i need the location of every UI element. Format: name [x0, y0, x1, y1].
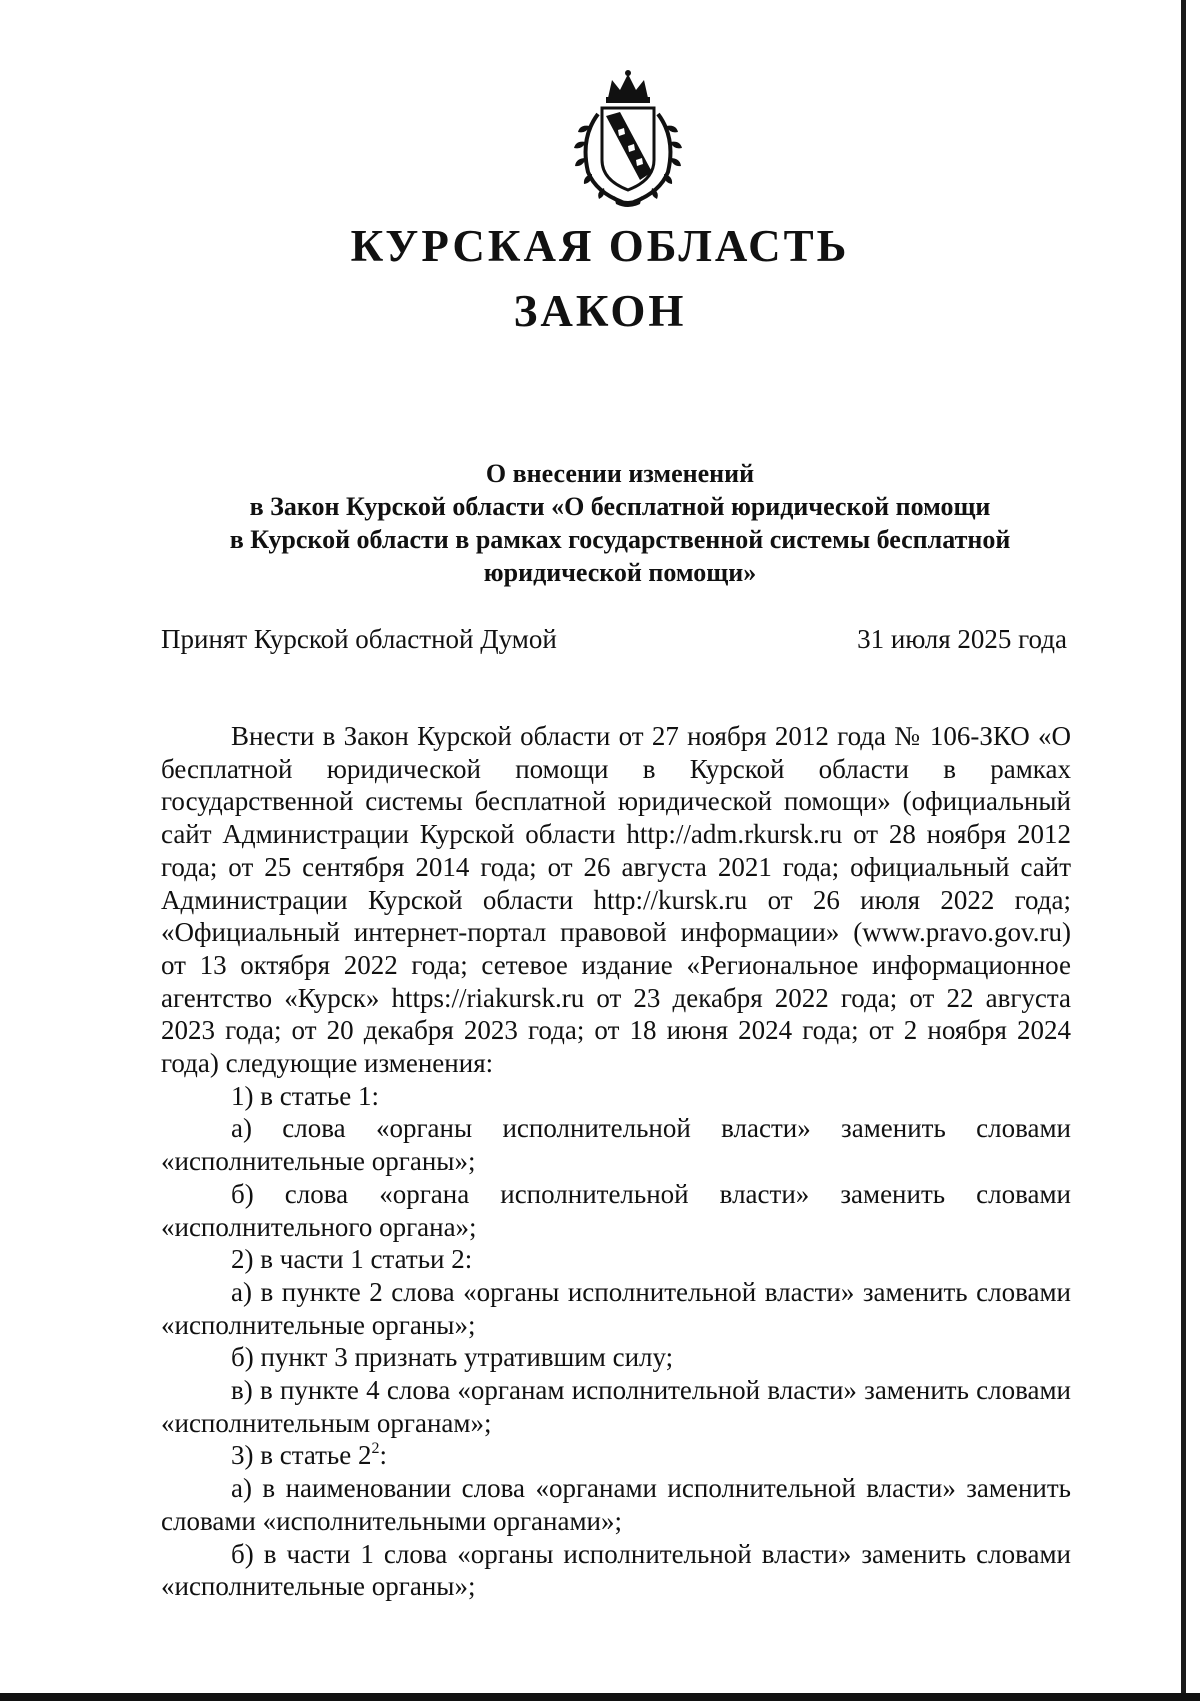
document-type-heading: ЗАКОН [513, 286, 687, 336]
adoption-date: 31 июля 2025 года [857, 624, 1067, 654]
article-superscript: 2 [371, 1440, 380, 1458]
law-title-line: юридической помощи» [483, 558, 757, 587]
amendment-item-text: 3) в статье 2 [231, 1440, 372, 1471]
law-title-line: О внесении изменений [485, 459, 755, 488]
law-title-line: в Курской области в рамках государственной системы бесплатной [229, 525, 1011, 554]
adopted-by: Принят Курской областной Думой [161, 624, 557, 654]
amendment-subitem: б) слова «органа исполнительной власти» заменить словами «исполнительного органа»; [161, 1178, 1071, 1242]
coat-of-arms-icon [560, 68, 696, 208]
amendment-item: 2) в части 1 статьи 2: [231, 1244, 473, 1275]
intro-paragraph: Внести в Закон Курской области от 27 ноября 2012 года № 106-ЗКО «О бесплатной юридической помощи в Курской области в рамках государственной системы бесплатной юридической помощи» (официальный сайт Администрации Курской области http://adm.rkursk.ru от 28 ноября 2012 года; от 25 сентября 2014 года; от 26 августа 2021 года; официальный сайт Администрации Курской области http://kursk.ru от 26 июля 2022 года; «Официальный интернет-портал правовой информации» (www.pravo.gov.ru) от 13 октября 2022 года; сетевое издание «Региональное информационное агентство «Курск» https://riakursk.ru от 23 декабря 2022 года; от 22 августа 2023 года; от 20 декабря 2023 года; от 18 июня 2024 года; от 2 ноября 2024 года) следующие изменения: [161, 721, 1071, 1079]
amendment-item: 1) в статье 1: [231, 1080, 379, 1111]
amendment-subitem: в) в пункте 4 слова «органам исполнительной власти» заменить словами «исполнительным органам»; [161, 1375, 1071, 1438]
law-title [160, 457, 1080, 589]
amendment-subitem: а) слова «органы исполнительной власти» заменить словами «исполнительные органы»; [161, 1113, 1071, 1177]
amendment-subitem: а) в пункте 2 слова «органы исполнительной власти» заменить словами «исполнительные органы»; [161, 1276, 1071, 1340]
amendment-subitem: б) пункт 3 признать утратившим силу; [231, 1342, 674, 1373]
amendment-subitem: б) в части 1 слова «органы исполнительной власти» заменить словами «исполнительные органы»; [161, 1538, 1071, 1602]
scan-edge-bottom [0, 1693, 1200, 1701]
amendment-subitem: а) в наименовании слова «органами исполнительной власти» заменить словами «исполнительными органами»; [161, 1473, 1071, 1536]
amendment-item-colon: : [379, 1440, 387, 1471]
law-title-line: в Закон Курской области «О бесплатной юридической помощи [249, 492, 991, 521]
law-body [161, 720, 1071, 1603]
region-heading: КУРСКАЯ ОБЛАСТЬ [350, 221, 850, 271]
amendment-item [161, 1439, 1071, 1472]
